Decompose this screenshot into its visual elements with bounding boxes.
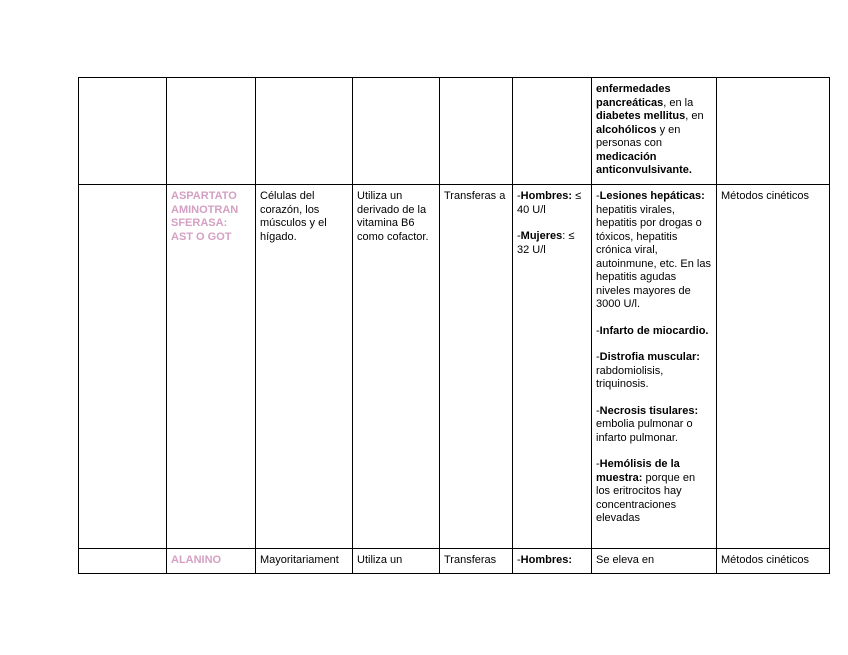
reference-values-cell	[513, 185, 592, 549]
reference-values-cell	[513, 549, 592, 574]
method-cell	[717, 549, 830, 574]
class-text: Transferas a	[444, 190, 506, 202]
enzyme-name-cell	[167, 185, 256, 549]
table-row	[79, 549, 830, 574]
table-cell	[256, 78, 353, 185]
table-cell	[513, 78, 592, 185]
table-cell	[79, 549, 167, 574]
table-cell	[167, 78, 256, 185]
enzyme-name: ALANINO	[171, 554, 222, 566]
interpretation-text: Se eleva en	[596, 554, 655, 566]
enzyme-table	[78, 77, 830, 574]
table-cell	[440, 78, 513, 185]
class-text: Transferas	[444, 554, 497, 566]
cofactor-cell	[353, 549, 440, 574]
reference-value-men: -Hombres: ≤ 40 U/l	[517, 190, 582, 216]
reference-value-men: -Hombres:	[517, 554, 573, 566]
interpretation-cell	[592, 185, 717, 549]
location-text: Mayoritariament	[260, 554, 339, 566]
cofactor-text: Utiliza un	[357, 554, 403, 566]
table-cell	[717, 78, 830, 185]
cofactor-text: Utiliza un derivado de la vitamina B6 como cofactor.	[357, 190, 429, 243]
cofactor-cell	[353, 185, 440, 549]
class-cell	[440, 549, 513, 574]
interpretation-item: -Distrofia muscular: rabdomiolisis, triquinosis.	[596, 351, 700, 390]
table-cell	[353, 78, 440, 185]
table-cell	[79, 185, 167, 549]
interpretation-item: -Hemólisis de la muestra: porque en los eritrocitos hay concentraciones elevadas	[596, 458, 696, 524]
table-cell	[79, 78, 167, 185]
method-text: Métodos cinéticos	[721, 554, 810, 566]
enzyme-name: ASPARTATO AMINOTRAN SFERASA: AST O GOT	[171, 190, 239, 243]
table-row	[79, 78, 830, 185]
interpretation-item: -Necrosis tisulares: embolia pulmonar o infarto pulmonar.	[596, 404, 699, 444]
interpretation-cell	[592, 78, 717, 185]
method-text: Métodos cinéticos	[721, 190, 810, 202]
method-cell	[717, 185, 830, 549]
table-row	[79, 185, 830, 549]
location-cell	[256, 549, 353, 574]
location-text: Células del corazón, los músculos y el hígado.	[260, 190, 327, 243]
interpretation-item: -Lesiones hepáticas: hepatitis virales, hepatitis por drogas o tóxicos, hepatitis crónica viral, autoinmune, etc. En las hepatitis agudas niveles mayores de 3000 U/l.	[596, 190, 711, 310]
class-cell	[440, 185, 513, 549]
location-cell	[256, 185, 353, 549]
interpretation-text: enfermedades pancreáticas, en la diabetes mellitus, en alcohólicos y en personas con medicación anticonvulsivante.	[596, 83, 704, 176]
reference-value-women: -Mujeres: ≤ 32 U/l	[517, 230, 575, 256]
enzyme-name-cell	[167, 549, 256, 574]
interpretation-cell	[592, 549, 717, 574]
interpretation-item: -Infarto de miocardio.	[596, 324, 709, 337]
